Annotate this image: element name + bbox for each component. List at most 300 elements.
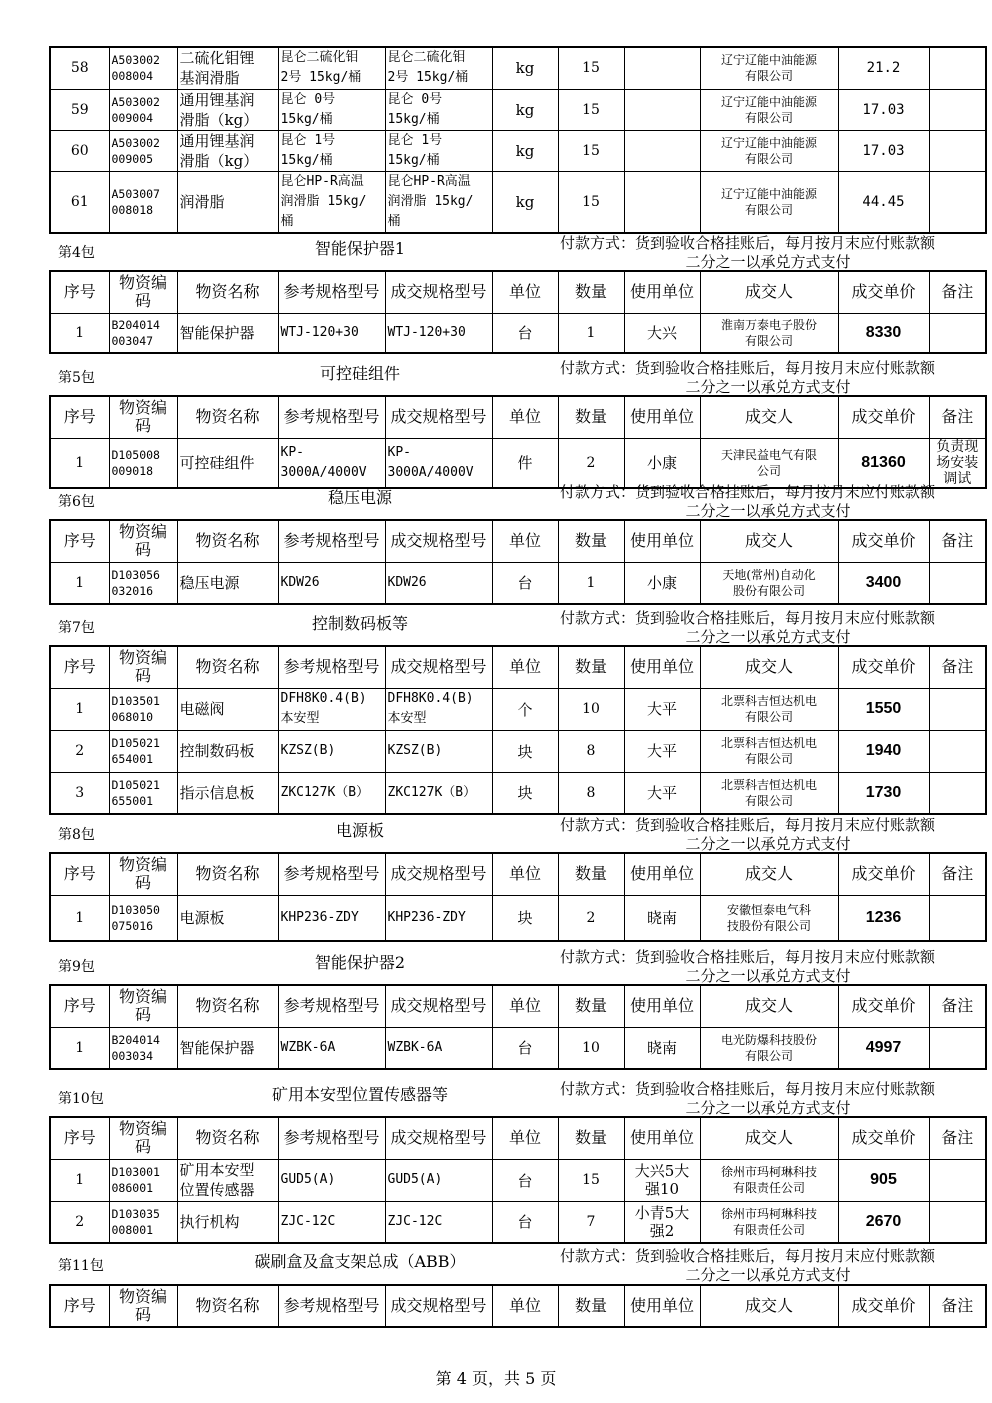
reference-spec: KZSZ(B) <box>278 730 385 772</box>
header-cell: 成交单价 <box>838 1117 929 1159</box>
header-cell: 成交单价 <box>838 1285 929 1327</box>
header-cell: 成交人 <box>700 1285 838 1327</box>
package-heading <box>0 232 992 272</box>
header-cell: 备注 <box>929 520 986 562</box>
header-cell: 备注 <box>929 1285 986 1327</box>
material-name: 二硫化钼锂 基润滑脂 <box>177 47 278 89</box>
header-cell: 成交人 <box>700 271 838 313</box>
unit-price: 21.2 <box>838 47 929 89</box>
package-name: 电源板 <box>335 821 384 840</box>
using-unit <box>624 130 700 171</box>
deal-spec: WZBK-6A <box>385 1027 492 1069</box>
header-cell: 数量 <box>558 1285 624 1327</box>
package-name: 可控硅组件 <box>319 364 400 383</box>
material-code: D103056 032016 <box>109 562 177 604</box>
payment-terms: 付款方式：货到验收合格挂账后，每月按月末应付账款额 <box>560 609 936 627</box>
header-cell: 物资名称 <box>177 396 278 438</box>
table-row <box>50 730 986 772</box>
row-number: 58 <box>50 47 109 89</box>
header-cell: 数量 <box>558 520 624 562</box>
package-table <box>49 270 987 354</box>
header-cell: 物资名称 <box>177 271 278 313</box>
material-code: B204014 003034 <box>109 1027 177 1069</box>
row-number: 2 <box>50 1201 109 1243</box>
header-cell: 数量 <box>558 1117 624 1159</box>
header-cell: 成交单价 <box>838 985 929 1027</box>
table-header <box>50 271 986 313</box>
header-cell: 序号 <box>50 985 109 1027</box>
continuation-table <box>49 46 987 234</box>
vendor: 辽宁辽能中油能源 有限公司 <box>700 89 838 130</box>
table-header <box>50 646 986 688</box>
reference-spec: DFH8K0.4(B) 本安型 <box>278 688 385 730</box>
header-cell: 单位 <box>492 1117 558 1159</box>
material-name: 矿用本安型 位置传感器 <box>177 1159 278 1201</box>
quantity: 15 <box>558 1159 624 1201</box>
vendor: 辽宁辽能中油能源 有限公司 <box>700 130 838 171</box>
header-cell: 物资编 码 <box>109 396 177 438</box>
package-number: 第11包 <box>58 1258 104 1274</box>
header-cell: 参考规格型号 <box>278 853 385 895</box>
material-name: 润滑脂 <box>177 171 278 233</box>
material-name: 指示信息板 <box>177 772 278 814</box>
header-cell: 单位 <box>492 271 558 313</box>
unit: 件 <box>492 438 558 488</box>
remarks <box>929 1159 986 1201</box>
unit: 台 <box>492 1159 558 1201</box>
unit: kg <box>492 130 558 171</box>
deal-spec: 昆仑二硫化钼 2号 15kg/桶 <box>385 47 492 89</box>
package-table <box>49 1116 987 1244</box>
package-heading <box>0 1245 992 1285</box>
remarks <box>929 47 986 89</box>
header-cell: 使用单位 <box>624 1117 700 1159</box>
table-row <box>50 47 986 89</box>
unit-price: 1730 <box>838 772 929 814</box>
package-heading <box>0 481 992 521</box>
material-code: D103001 086001 <box>109 1159 177 1201</box>
table-header <box>50 520 986 562</box>
row-number: 3 <box>50 772 109 814</box>
material-name: 可控硅组件 <box>177 438 278 488</box>
header-cell: 物资编 码 <box>109 1285 177 1327</box>
material-code: B204014 003047 <box>109 313 177 353</box>
quantity: 10 <box>558 688 624 730</box>
table-row <box>50 688 986 730</box>
reference-spec: 昆仑 1号 15kg/桶 <box>278 130 385 171</box>
material-name: 智能保护器 <box>177 1027 278 1069</box>
remarks <box>929 562 986 604</box>
unit: 台 <box>492 1201 558 1243</box>
header-cell: 物资编 码 <box>109 271 177 313</box>
vendor: 安徽恒泰电气科 技股份有限公司 <box>700 895 838 941</box>
quantity: 10 <box>558 1027 624 1069</box>
material-code: D105021 655001 <box>109 772 177 814</box>
header-cell: 成交单价 <box>838 646 929 688</box>
header-cell: 成交人 <box>700 853 838 895</box>
header-cell: 成交规格型号 <box>385 396 492 438</box>
quantity: 15 <box>558 47 624 89</box>
package-name: 智能保护器1 <box>314 239 406 258</box>
unit: 台 <box>492 1027 558 1069</box>
header-cell: 参考规格型号 <box>278 1285 385 1327</box>
unit-price: 4997 <box>838 1027 929 1069</box>
unit-price: 1236 <box>838 895 929 941</box>
package-table <box>49 395 987 489</box>
quantity: 8 <box>558 730 624 772</box>
package-heading <box>0 357 992 397</box>
vendor: 徐州市玛柯琳科技 有限责任公司 <box>700 1159 838 1201</box>
table-header <box>50 985 986 1027</box>
reference-spec: ZJC-12C <box>278 1201 385 1243</box>
deal-spec: KHP236-ZDY <box>385 895 492 941</box>
quantity: 1 <box>558 562 624 604</box>
using-unit: 小康 <box>624 438 700 488</box>
payment-terms-cont: 二分之一以承兑方式支付 <box>685 967 851 985</box>
reference-spec: KDW26 <box>278 562 385 604</box>
header-cell: 序号 <box>50 396 109 438</box>
material-code: D105008 009018 <box>109 438 177 488</box>
header-cell: 成交规格型号 <box>385 1285 492 1327</box>
header-cell: 物资编 码 <box>109 985 177 1027</box>
remarks <box>929 1201 986 1243</box>
remarks <box>929 89 986 130</box>
using-unit <box>624 47 700 89</box>
quantity: 7 <box>558 1201 624 1243</box>
table-row <box>50 562 986 604</box>
vendor: 辽宁辽能中油能源 有限公司 <box>700 47 838 89</box>
table-header <box>50 1285 986 1327</box>
material-code: D105021 654001 <box>109 730 177 772</box>
deal-spec: KDW26 <box>385 562 492 604</box>
package-name: 稳压电源 <box>327 488 392 507</box>
header-cell: 成交单价 <box>838 396 929 438</box>
header-cell: 序号 <box>50 271 109 313</box>
payment-terms: 付款方式：货到验收合格挂账后，每月按月末应付账款额 <box>560 483 936 501</box>
header-cell: 物资编 码 <box>109 853 177 895</box>
header-cell: 备注 <box>929 853 986 895</box>
package-number: 第10包 <box>58 1091 104 1107</box>
material-name: 通用锂基润 滑脂（kg） <box>177 89 278 130</box>
package-heading <box>0 814 992 854</box>
header-cell: 成交单价 <box>838 271 929 313</box>
row-number: 61 <box>50 171 109 233</box>
unit: 台 <box>492 313 558 353</box>
header-cell: 使用单位 <box>624 646 700 688</box>
vendor: 天津民益电气有限 公司 <box>700 438 838 488</box>
material-name: 控制数码板 <box>177 730 278 772</box>
header-cell: 成交规格型号 <box>385 646 492 688</box>
header-cell: 成交人 <box>700 520 838 562</box>
quantity: 15 <box>558 130 624 171</box>
header-cell: 物资名称 <box>177 985 278 1027</box>
package-name: 碳刷盒及盒支架总成（ABB） <box>254 1252 466 1271</box>
payment-terms: 付款方式：货到验收合格挂账后，每月按月末应付账款额 <box>560 1247 936 1265</box>
vendor: 电光防爆科技股份 有限公司 <box>700 1027 838 1069</box>
quantity: 15 <box>558 89 624 130</box>
quantity: 2 <box>558 895 624 941</box>
using-unit <box>624 89 700 130</box>
header-cell: 成交人 <box>700 1117 838 1159</box>
unit-price: 1550 <box>838 688 929 730</box>
payment-terms-cont: 二分之一以承兑方式支付 <box>685 835 851 853</box>
remarks <box>929 895 986 941</box>
header-cell: 成交规格型号 <box>385 853 492 895</box>
table-row <box>50 313 986 353</box>
reference-spec: 昆仑二硫化钼 2号 15kg/桶 <box>278 47 385 89</box>
payment-terms-cont: 二分之一以承兑方式支付 <box>685 1099 851 1117</box>
remarks <box>929 130 986 171</box>
deal-spec: 昆仑 0号 15kg/桶 <box>385 89 492 130</box>
using-unit: 大平 <box>624 688 700 730</box>
table-row <box>50 1201 986 1243</box>
page-footer: 第 4 页，共 5 页 <box>435 1369 557 1388</box>
header-cell: 物资编 码 <box>109 1117 177 1159</box>
payment-terms-cont: 二分之一以承兑方式支付 <box>685 628 851 646</box>
unit-price: 17.03 <box>838 130 929 171</box>
reference-spec: WZBK-6A <box>278 1027 385 1069</box>
table-header <box>50 396 986 438</box>
package-table <box>49 1284 987 1328</box>
header-cell: 物资名称 <box>177 646 278 688</box>
package-number: 第6包 <box>58 494 95 510</box>
unit: 块 <box>492 772 558 814</box>
material-code: A503007 008018 <box>109 171 177 233</box>
using-unit <box>624 171 700 233</box>
unit-price: 3400 <box>838 562 929 604</box>
header-cell: 成交单价 <box>838 853 929 895</box>
header-cell: 数量 <box>558 646 624 688</box>
header-cell: 单位 <box>492 520 558 562</box>
package-name: 智能保护器2 <box>314 953 406 972</box>
deal-spec: ZKC127K（B） <box>385 772 492 814</box>
reference-spec: KHP236-ZDY <box>278 895 385 941</box>
unit-price: 44.45 <box>838 171 929 233</box>
using-unit: 大平 <box>624 730 700 772</box>
table-row <box>50 895 986 941</box>
deal-spec: WTJ-120+30 <box>385 313 492 353</box>
header-cell: 单位 <box>492 396 558 438</box>
table-header <box>50 1117 986 1159</box>
table-row <box>50 171 986 233</box>
material-code: D103501 068010 <box>109 688 177 730</box>
using-unit: 小青5大 强2 <box>624 1201 700 1243</box>
vendor: 淮南万泰电子股份 有限公司 <box>700 313 838 353</box>
using-unit: 大兴 <box>624 313 700 353</box>
package-table <box>49 984 987 1070</box>
package-name: 控制数码板等 <box>311 614 408 633</box>
row-number: 1 <box>50 313 109 353</box>
reference-spec: GUD5(A) <box>278 1159 385 1201</box>
vendor: 辽宁辽能中油能源 有限公司 <box>700 171 838 233</box>
material-name: 电源板 <box>177 895 278 941</box>
package-name: 矿用本安型位置传感器等 <box>271 1085 448 1104</box>
header-cell: 数量 <box>558 985 624 1027</box>
row-number: 1 <box>50 562 109 604</box>
header-cell: 使用单位 <box>624 853 700 895</box>
row-number: 1 <box>50 1159 109 1201</box>
deal-spec: 昆仑HP-R高温 润滑脂 15kg/ 桶 <box>385 171 492 233</box>
remarks <box>929 313 986 353</box>
using-unit: 大兴5大 强10 <box>624 1159 700 1201</box>
reference-spec: 昆仑HP-R高温 润滑脂 15kg/ 桶 <box>278 171 385 233</box>
quantity: 15 <box>558 171 624 233</box>
header-cell: 使用单位 <box>624 396 700 438</box>
header-cell: 备注 <box>929 271 986 313</box>
header-cell: 单位 <box>492 646 558 688</box>
unit-price: 17.03 <box>838 89 929 130</box>
package-number: 第7包 <box>58 620 95 636</box>
payment-terms-cont: 二分之一以承兑方式支付 <box>685 378 851 396</box>
header-cell: 参考规格型号 <box>278 520 385 562</box>
header-cell: 序号 <box>50 1285 109 1327</box>
table-row <box>50 130 986 171</box>
deal-spec: 昆仑 1号 15kg/桶 <box>385 130 492 171</box>
table-row <box>50 772 986 814</box>
remarks: 负责现 场安装 调试 <box>929 438 986 488</box>
row-number: 60 <box>50 130 109 171</box>
header-cell: 备注 <box>929 646 986 688</box>
row-number: 1 <box>50 688 109 730</box>
material-code: A503002 009004 <box>109 89 177 130</box>
header-cell: 数量 <box>558 853 624 895</box>
header-cell: 成交人 <box>700 646 838 688</box>
deal-spec: GUD5(A) <box>385 1159 492 1201</box>
unit-price: 1940 <box>838 730 929 772</box>
unit: kg <box>492 171 558 233</box>
package-number: 第4包 <box>58 245 95 261</box>
header-cell: 使用单位 <box>624 985 700 1027</box>
header-cell: 使用单位 <box>624 271 700 313</box>
payment-terms-cont: 二分之一以承兑方式支付 <box>685 253 851 271</box>
deal-spec: DFH8K0.4(B) 本安型 <box>385 688 492 730</box>
row-number: 1 <box>50 895 109 941</box>
header-cell: 物资编 码 <box>109 520 177 562</box>
header-cell: 成交规格型号 <box>385 985 492 1027</box>
header-cell: 成交人 <box>700 985 838 1027</box>
unit-price: 905 <box>838 1159 929 1201</box>
header-cell: 成交人 <box>700 396 838 438</box>
header-cell: 序号 <box>50 853 109 895</box>
remarks <box>929 688 986 730</box>
unit-price: 81360 <box>838 438 929 488</box>
package-heading <box>0 946 992 986</box>
header-cell: 物资编 码 <box>109 646 177 688</box>
using-unit: 晓南 <box>624 895 700 941</box>
package-number: 第5包 <box>58 370 95 386</box>
header-cell: 使用单位 <box>624 1285 700 1327</box>
header-cell: 参考规格型号 <box>278 271 385 313</box>
package-number: 第9包 <box>58 959 95 975</box>
remarks <box>929 171 986 233</box>
package-heading <box>0 607 992 647</box>
material-name: 智能保护器 <box>177 313 278 353</box>
header-cell: 物资名称 <box>177 853 278 895</box>
header-cell: 备注 <box>929 396 986 438</box>
header-cell: 成交单价 <box>838 520 929 562</box>
package-table <box>49 852 987 942</box>
unit: kg <box>492 47 558 89</box>
remarks <box>929 1027 986 1069</box>
header-cell: 物资名称 <box>177 520 278 562</box>
header-cell: 数量 <box>558 271 624 313</box>
header-cell: 参考规格型号 <box>278 1117 385 1159</box>
table-row <box>50 89 986 130</box>
header-cell: 参考规格型号 <box>278 646 385 688</box>
payment-terms-cont: 二分之一以承兑方式支付 <box>685 1266 851 1284</box>
header-cell: 单位 <box>492 985 558 1027</box>
material-name: 稳压电源 <box>177 562 278 604</box>
payment-terms: 付款方式：货到验收合格挂账后，每月按月末应付账款额 <box>560 816 936 834</box>
reference-spec: ZKC127K（B） <box>278 772 385 814</box>
header-cell: 备注 <box>929 1117 986 1159</box>
package-number: 第8包 <box>58 827 95 843</box>
row-number: 1 <box>50 1027 109 1069</box>
table-row <box>50 1159 986 1201</box>
row-number: 1 <box>50 438 109 488</box>
material-name: 电磁阀 <box>177 688 278 730</box>
header-cell: 物资名称 <box>177 1285 278 1327</box>
reference-spec: 昆仑 0号 15kg/桶 <box>278 89 385 130</box>
header-cell: 数量 <box>558 396 624 438</box>
package-heading <box>0 1078 992 1118</box>
header-cell: 参考规格型号 <box>278 985 385 1027</box>
reference-spec: KP- 3000A/4000V <box>278 438 385 488</box>
header-cell: 成交规格型号 <box>385 520 492 562</box>
vendor: 北票科吉恒达机电 有限公司 <box>700 730 838 772</box>
unit: 个 <box>492 688 558 730</box>
quantity: 2 <box>558 438 624 488</box>
deal-spec: KP- 3000A/4000V <box>385 438 492 488</box>
vendor: 北票科吉恒达机电 有限公司 <box>700 688 838 730</box>
payment-terms-cont: 二分之一以承兑方式支付 <box>685 502 851 520</box>
unit-price: 8330 <box>838 313 929 353</box>
remarks <box>929 730 986 772</box>
header-cell: 使用单位 <box>624 520 700 562</box>
payment-terms: 付款方式：货到验收合格挂账后，每月按月末应付账款额 <box>560 359 936 377</box>
material-name: 执行机构 <box>177 1201 278 1243</box>
table-row <box>50 1027 986 1069</box>
material-code: D103050 075016 <box>109 895 177 941</box>
table-header <box>50 853 986 895</box>
unit: 台 <box>492 562 558 604</box>
using-unit: 小康 <box>624 562 700 604</box>
vendor: 天地(常州)自动化 股份有限公司 <box>700 562 838 604</box>
vendor: 北票科吉恒达机电 有限公司 <box>700 772 838 814</box>
material-code: A503002 009005 <box>109 130 177 171</box>
payment-terms: 付款方式：货到验收合格挂账后，每月按月末应付账款额 <box>560 1080 936 1098</box>
unit: kg <box>492 89 558 130</box>
material-code: D103035 008001 <box>109 1201 177 1243</box>
header-cell: 序号 <box>50 1117 109 1159</box>
header-cell: 序号 <box>50 520 109 562</box>
row-number: 2 <box>50 730 109 772</box>
header-cell: 备注 <box>929 985 986 1027</box>
using-unit: 晓南 <box>624 1027 700 1069</box>
header-cell: 单位 <box>492 1285 558 1327</box>
package-table <box>49 519 987 605</box>
deal-spec: KZSZ(B) <box>385 730 492 772</box>
material-code: A503002 008004 <box>109 47 177 89</box>
remarks <box>929 772 986 814</box>
payment-terms: 付款方式：货到验收合格挂账后，每月按月末应付账款额 <box>560 948 936 966</box>
vendor: 徐州市玛柯琳科技 有限责任公司 <box>700 1201 838 1243</box>
package-table <box>49 645 987 815</box>
row-number: 59 <box>50 89 109 130</box>
header-cell: 成交规格型号 <box>385 1117 492 1159</box>
header-cell: 序号 <box>50 646 109 688</box>
header-cell: 成交规格型号 <box>385 271 492 313</box>
